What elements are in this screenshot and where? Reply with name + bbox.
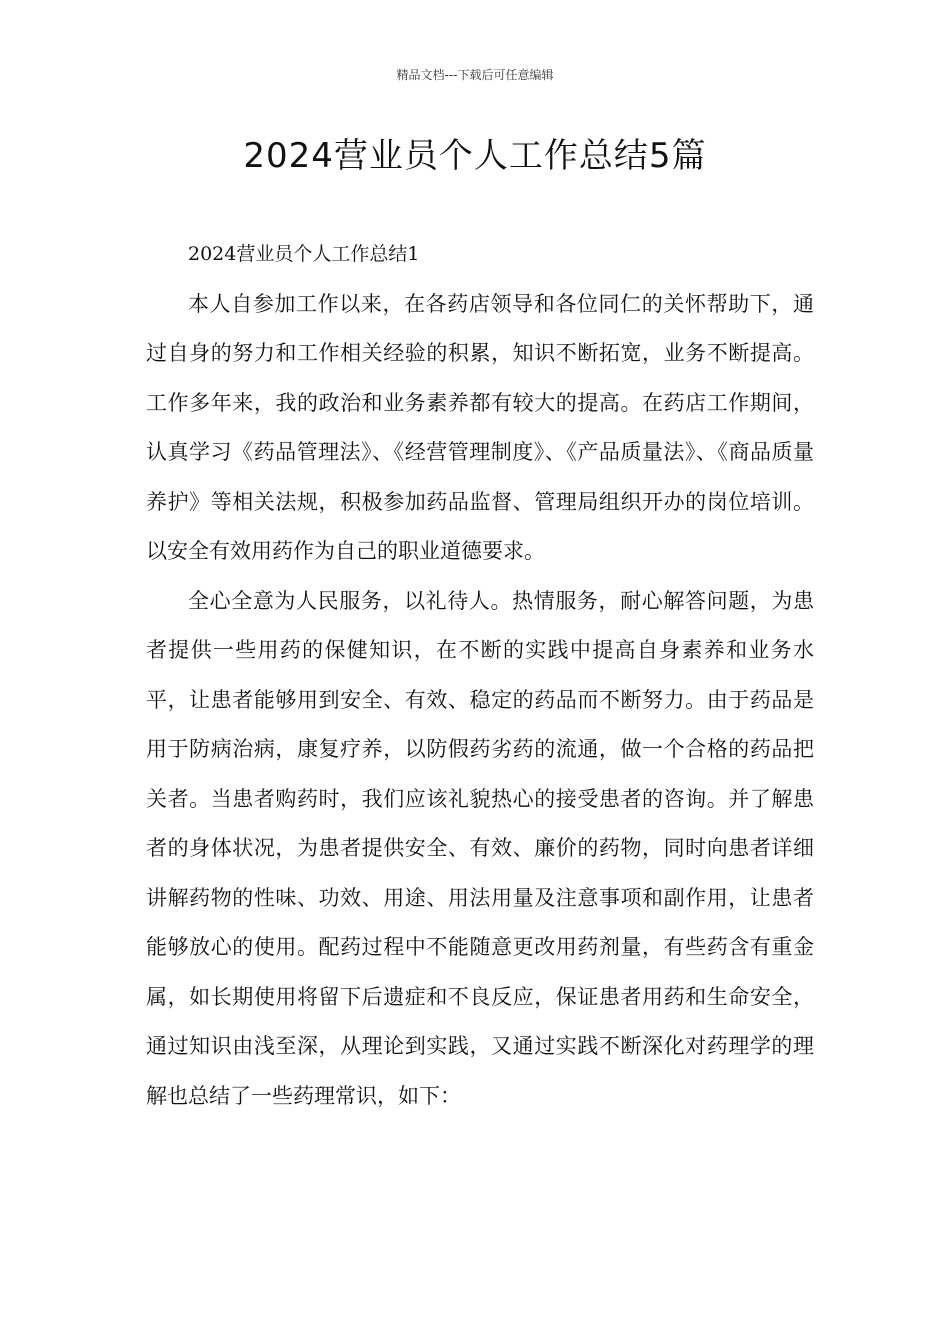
paragraph-2: 全心全意为人民服务，以礼待人。热情服务，耐心解答问题，为患者提供一些用药的保健知识，在不断的实践中提高自身素养和业务水平，让患者能够用到安全、有效、稳定的药品而不断努力。由于药品是用于防病治病，康复疗养，以防假药劣药的流通，做一个合格的药品把关者。当患者购药时，我们应该礼貌热心的接受患者的咨询。并了解患者的身体状况，为患者提供安全、有效、廉价的药物，同时向患者详细讲解药物的性味、功效、用途、用法用量及注意事项和副作用，让患者能够放心的使用。配药过程中不能随意更改用药剂量，有些药含有重金属，如长期使用将留下后遗症和不良反应，保证患者用药和生命安全，通过知识由浅至深，从理论到实践，又通过实践不断深化对药理学的理解也总结了一些药理常识，如下： bbox=[146, 588, 814, 1108]
document-body bbox=[146, 230, 814, 1121]
paragraph-1: 本人自参加工作以来，在各药店领导和各位同仁的关怀帮助下，通过自身的努力和工作相关经验的积累，知识不断拓宽，业务不断提高。工作多年来，我的政治和业务素养都有较大的提高。在药店工作期间，认真学习《药品管理法》、《经营管理制度》、《产品质量法》、《商品质量养护》等相关法规，积极参加药品监督、管理局组织开办的岗位培训。以安全有效用药作为自己的职业道德要求。 bbox=[146, 291, 814, 563]
header-note: 精品文档---下载后可任意编辑 bbox=[396, 68, 554, 82]
document-title: 2024营业员个人工作总结5篇 bbox=[243, 136, 707, 176]
section-heading: 2024营业员个人工作总结1 bbox=[188, 243, 420, 265]
